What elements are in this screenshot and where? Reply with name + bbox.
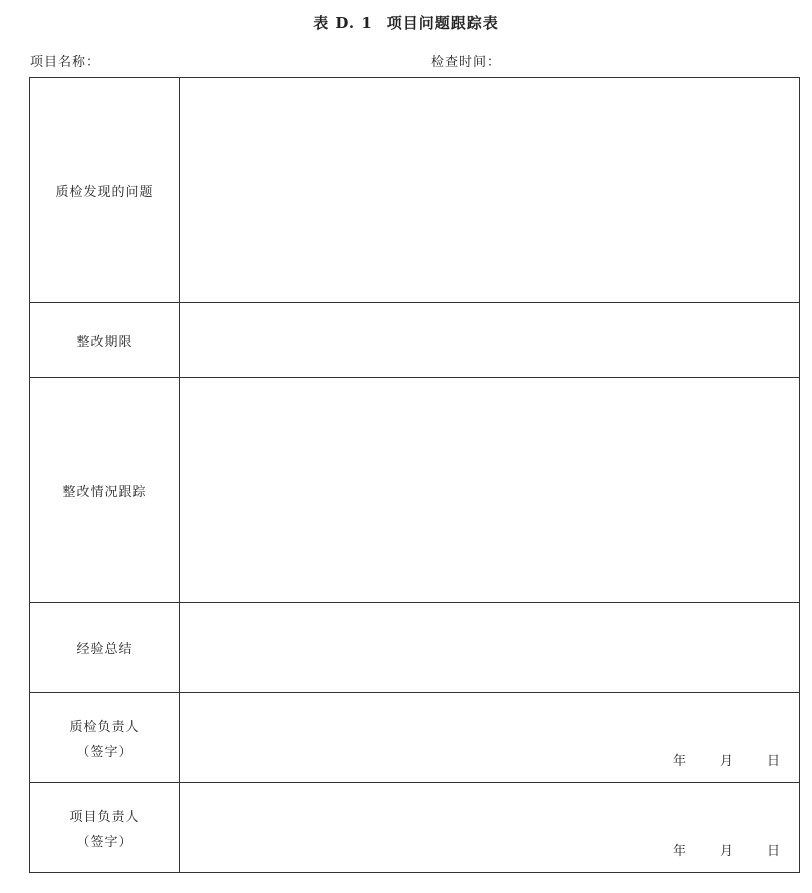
date-day-label: 日	[766, 844, 781, 859]
date-month-label: 月	[719, 844, 734, 859]
rectification-tracking-field[interactable]	[180, 378, 800, 603]
table-title-text: 项目问题跟踪表	[386, 14, 499, 32]
table-number: 表 D. 1	[313, 14, 373, 32]
issues-found-field[interactable]	[180, 78, 800, 303]
qc-owner-signature-field[interactable]	[180, 693, 800, 783]
row-project-owner	[30, 783, 800, 873]
row-rectification-tracking	[30, 378, 800, 603]
tracking-form-table	[29, 77, 800, 873]
qc-owner-date	[673, 750, 781, 769]
project-owner-sign-label: （签字）	[76, 834, 133, 850]
project-owner-date	[673, 840, 781, 859]
date-day-label: 日	[766, 754, 781, 769]
lessons-learned-label: 经验总结	[30, 603, 180, 693]
project-owner-signature-field[interactable]	[180, 783, 800, 873]
date-year-label: 年	[672, 844, 687, 859]
row-issues-found	[30, 78, 800, 303]
rectification-tracking-label: 整改情况跟踪	[30, 378, 180, 603]
deadline-label: 整改期限	[30, 303, 180, 378]
check-time-label: 检查时间：	[431, 55, 502, 70]
date-month-label: 月	[719, 754, 734, 769]
project-owner-label-cell	[30, 783, 180, 873]
date-year-label: 年	[672, 754, 687, 769]
row-deadline	[30, 303, 800, 378]
lessons-learned-field[interactable]	[180, 603, 800, 693]
qc-owner-sign-label: （签字）	[76, 744, 133, 760]
qc-owner-label: 质检负责人	[69, 719, 140, 735]
row-qc-owner	[30, 693, 800, 783]
project-name-label: 项目名称：	[30, 55, 101, 70]
deadline-field[interactable]	[180, 303, 800, 378]
issues-found-label: 质检发现的问题	[30, 78, 180, 303]
qc-owner-label-cell	[30, 693, 180, 783]
row-lessons-learned	[30, 603, 800, 693]
table-title	[0, 12, 812, 33]
project-owner-label: 项目负责人	[69, 809, 140, 825]
